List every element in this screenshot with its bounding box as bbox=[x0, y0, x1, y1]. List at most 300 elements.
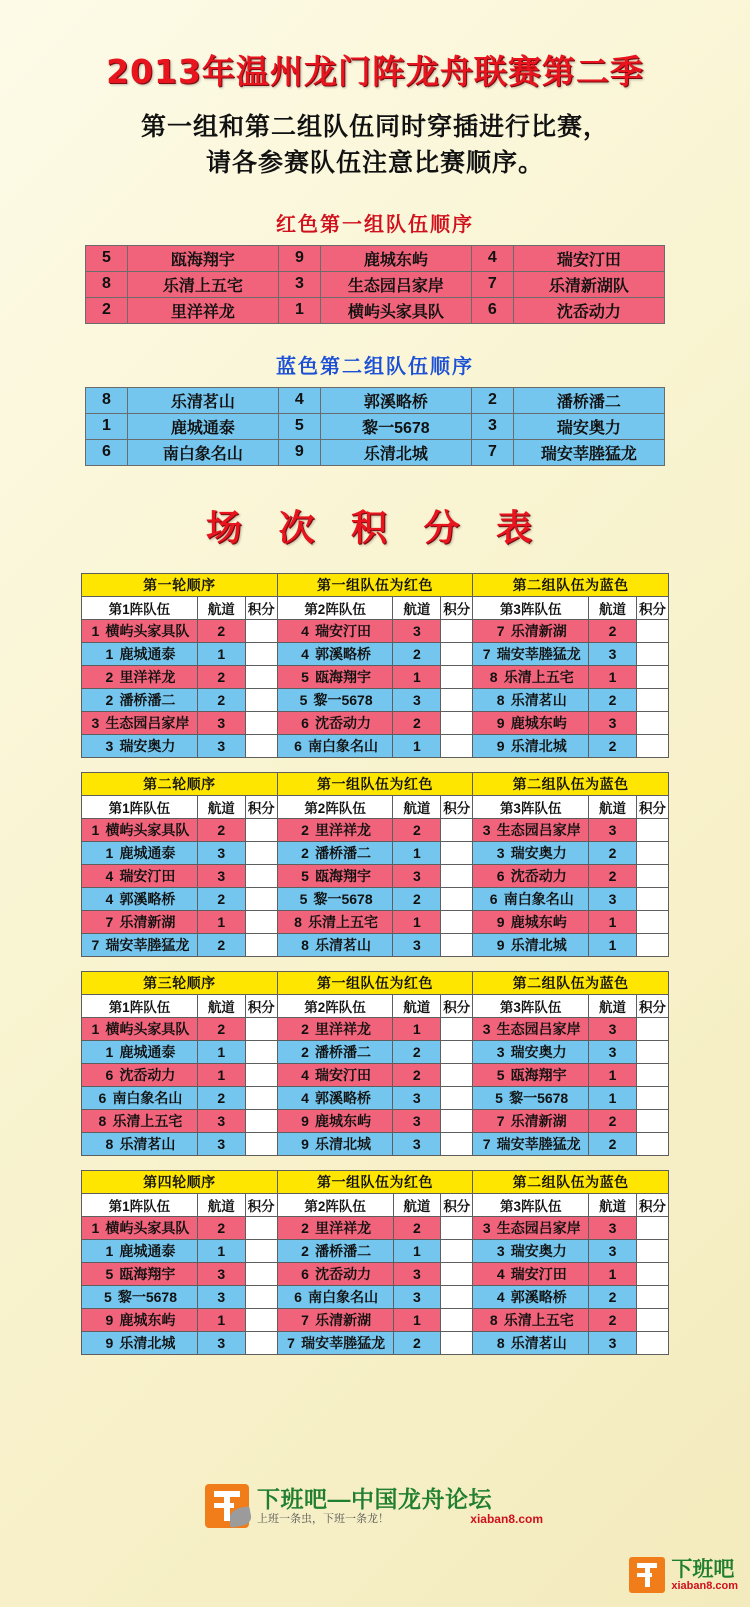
col-header-points: 积分 bbox=[636, 596, 668, 619]
seed-number: 4 bbox=[301, 622, 309, 639]
seed-number: 7 bbox=[472, 439, 514, 465]
points-cell[interactable] bbox=[441, 1040, 473, 1063]
team-name: 瑞安奥力 bbox=[510, 1043, 567, 1060]
lane-number: 3 bbox=[393, 1109, 441, 1132]
seed-number: 4 bbox=[471, 245, 513, 271]
team-name: 潘桥潘二 bbox=[119, 691, 176, 708]
team-name: 乐清茗山 bbox=[510, 691, 567, 708]
seed-number: 1 bbox=[105, 1043, 114, 1060]
seed-number: 2 bbox=[301, 1043, 309, 1060]
team-name: 乐清新湖 bbox=[510, 622, 567, 639]
seed-number: 5 bbox=[278, 413, 320, 439]
points-cell[interactable] bbox=[441, 1285, 473, 1308]
seed-number: 8 bbox=[86, 271, 128, 297]
team-name: 瓯海翔宇 bbox=[315, 867, 372, 884]
points-cell[interactable] bbox=[636, 642, 668, 665]
team-name: 乐清北城 bbox=[510, 936, 567, 953]
match-team bbox=[277, 1308, 393, 1331]
team-name: 郭溪略桥 bbox=[315, 1089, 372, 1106]
points-cell[interactable] bbox=[245, 887, 277, 910]
points-cell[interactable] bbox=[636, 1109, 668, 1132]
team-name: 乐清北城 bbox=[119, 1334, 176, 1351]
seed-number: 1 bbox=[91, 821, 100, 838]
points-cell[interactable] bbox=[636, 688, 668, 711]
points-cell[interactable] bbox=[441, 711, 473, 734]
lane-number: 2 bbox=[197, 818, 245, 841]
points-cell[interactable] bbox=[636, 933, 668, 956]
team-name: 乐清上五宅 bbox=[503, 1311, 574, 1328]
seed-number: 4 bbox=[278, 387, 320, 413]
match-team bbox=[82, 1262, 198, 1285]
points-cell[interactable] bbox=[245, 1040, 277, 1063]
match-team bbox=[82, 887, 198, 910]
points-cell[interactable] bbox=[245, 933, 277, 956]
seed-number: 3 bbox=[472, 413, 514, 439]
col-header-points: 积分 bbox=[245, 1193, 277, 1216]
col-header-points: 积分 bbox=[441, 994, 473, 1017]
col-header-points: 积分 bbox=[636, 795, 668, 818]
points-cell[interactable] bbox=[245, 1285, 277, 1308]
match-team bbox=[82, 933, 198, 956]
points-cell[interactable] bbox=[245, 841, 277, 864]
seed-number: 2 bbox=[301, 821, 309, 838]
seed-number: 7 bbox=[471, 271, 513, 297]
seed-number: 4 bbox=[496, 1265, 505, 1282]
corner-logo-icon bbox=[629, 1557, 665, 1593]
points-cell[interactable] bbox=[636, 1239, 668, 1262]
team-name: 瓯海翔宇 bbox=[510, 1066, 567, 1083]
team-name: 沈岙动力 bbox=[315, 1265, 372, 1282]
seed-number: 8 bbox=[496, 1334, 505, 1351]
points-cell[interactable] bbox=[636, 1216, 668, 1239]
col-header-team2: 第2阵队伍 bbox=[277, 795, 393, 818]
round-label: 第三轮顺序 bbox=[82, 971, 278, 994]
seed-number: 5 bbox=[86, 245, 128, 271]
team-name: 鹿城东屿 bbox=[315, 1112, 372, 1129]
points-cell[interactable] bbox=[441, 864, 473, 887]
round-block-4 bbox=[81, 1170, 669, 1355]
points-cell[interactable] bbox=[245, 910, 277, 933]
match-team bbox=[82, 734, 198, 757]
team-name: 瑞安莘塍猛龙 bbox=[105, 936, 190, 953]
seed-number: 6 bbox=[294, 737, 302, 754]
seed-number: 5 bbox=[301, 867, 309, 884]
points-cell[interactable] bbox=[636, 818, 668, 841]
lane-number: 1 bbox=[393, 1239, 441, 1262]
lane-number: 2 bbox=[197, 665, 245, 688]
table-row bbox=[82, 1017, 669, 1040]
table-row bbox=[82, 1216, 669, 1239]
seed-number: 3 bbox=[482, 1020, 491, 1037]
points-cell[interactable] bbox=[636, 1017, 668, 1040]
points-cell[interactable] bbox=[441, 734, 473, 757]
team-name: 乐清北城 bbox=[315, 1135, 372, 1152]
team-name: 鹿城东屿 bbox=[320, 245, 471, 271]
table-row bbox=[82, 841, 669, 864]
match-team bbox=[82, 1063, 198, 1086]
points-cell[interactable] bbox=[441, 642, 473, 665]
match-team bbox=[82, 841, 198, 864]
team-name: 潘桥潘二 bbox=[513, 387, 664, 413]
subtitle bbox=[0, 109, 750, 182]
round-note-group1: 第一组队伍为红色 bbox=[277, 971, 472, 994]
table-row bbox=[82, 1239, 669, 1262]
points-cell[interactable] bbox=[636, 619, 668, 642]
match-team bbox=[473, 1040, 589, 1063]
team-name: 乐清茗山 bbox=[127, 387, 278, 413]
forum-logo-name: 下班吧—中国龙舟论坛 bbox=[257, 1485, 492, 1512]
lane-number: 3 bbox=[589, 1216, 637, 1239]
lane-number: 3 bbox=[197, 734, 245, 757]
table-row bbox=[86, 245, 665, 271]
points-cell[interactable] bbox=[245, 1086, 277, 1109]
seed-number: 8 bbox=[105, 1135, 114, 1152]
points-cell[interactable] bbox=[245, 1017, 277, 1040]
points-cell[interactable] bbox=[441, 1086, 473, 1109]
match-team bbox=[473, 642, 589, 665]
points-cell[interactable] bbox=[441, 1216, 473, 1239]
table-row bbox=[86, 387, 665, 413]
match-team bbox=[473, 711, 589, 734]
points-cell[interactable] bbox=[245, 734, 277, 757]
group1-heading: 红色第一组队伍顺序 bbox=[276, 213, 474, 236]
points-cell[interactable] bbox=[636, 864, 668, 887]
col-header-lane: 航道 bbox=[589, 596, 637, 619]
match-team bbox=[82, 1017, 198, 1040]
seed-number: 6 bbox=[471, 297, 513, 323]
points-cell[interactable] bbox=[636, 734, 668, 757]
points-cell[interactable] bbox=[636, 1063, 668, 1086]
points-cell[interactable] bbox=[441, 887, 473, 910]
points-cell[interactable] bbox=[636, 1308, 668, 1331]
seed-number: 9 bbox=[496, 714, 505, 731]
points-cell[interactable] bbox=[245, 1132, 277, 1155]
round-note-group2: 第二组队伍为蓝色 bbox=[473, 573, 669, 596]
match-team bbox=[473, 619, 589, 642]
round-banner bbox=[82, 772, 669, 795]
points-cell[interactable] bbox=[245, 1063, 277, 1086]
lane-number: 2 bbox=[197, 619, 245, 642]
points-cell[interactable] bbox=[636, 1262, 668, 1285]
table-row bbox=[82, 864, 669, 887]
team-name: 乐清新湖 bbox=[315, 1311, 372, 1328]
points-cell[interactable] bbox=[245, 864, 277, 887]
points-cell[interactable] bbox=[245, 1262, 277, 1285]
points-cell[interactable] bbox=[441, 1239, 473, 1262]
seed-number: 1 bbox=[278, 297, 320, 323]
match-team bbox=[82, 1239, 198, 1262]
seed-number: 1 bbox=[91, 1219, 100, 1236]
team-name: 瑞安汀田 bbox=[315, 622, 372, 639]
table-row bbox=[82, 1109, 669, 1132]
team-name: 南白象名山 bbox=[308, 1288, 379, 1305]
team-name: 乐清北城 bbox=[320, 439, 471, 465]
points-cell[interactable] bbox=[245, 1239, 277, 1262]
match-team bbox=[277, 1017, 393, 1040]
col-header-lane: 航道 bbox=[197, 596, 245, 619]
seed-number: 6 bbox=[294, 1288, 302, 1305]
round-table bbox=[81, 573, 669, 758]
points-cell[interactable] bbox=[636, 1285, 668, 1308]
match-team bbox=[277, 910, 393, 933]
lane-number: 2 bbox=[393, 1331, 441, 1354]
lane-number: 1 bbox=[197, 1308, 245, 1331]
points-cell[interactable] bbox=[636, 1132, 668, 1155]
points-cell[interactable] bbox=[441, 619, 473, 642]
lane-number: 1 bbox=[197, 1040, 245, 1063]
table-row bbox=[82, 887, 669, 910]
round-table bbox=[81, 971, 669, 1156]
team-name: 生态园吕家岸 bbox=[105, 714, 190, 731]
round-block-1 bbox=[81, 573, 669, 758]
lane-number: 1 bbox=[589, 1086, 637, 1109]
lane-number: 1 bbox=[197, 1063, 245, 1086]
rounds-container bbox=[0, 573, 750, 1355]
col-header-points: 积分 bbox=[636, 994, 668, 1017]
match-team bbox=[82, 910, 198, 933]
lane-number: 2 bbox=[589, 688, 637, 711]
points-cell[interactable] bbox=[441, 1262, 473, 1285]
lane-number: 2 bbox=[393, 642, 441, 665]
lane-number: 1 bbox=[589, 1262, 637, 1285]
match-team bbox=[277, 1216, 393, 1239]
team-name: 里洋祥龙 bbox=[315, 821, 372, 838]
seed-number: 5 bbox=[301, 668, 309, 685]
team-name: 潘桥潘二 bbox=[315, 844, 372, 861]
team-name: 黎一5678 bbox=[320, 413, 471, 439]
seed-number: 2 bbox=[472, 387, 514, 413]
points-cell[interactable] bbox=[441, 1132, 473, 1155]
points-cell[interactable] bbox=[636, 1086, 668, 1109]
team-name: 南白象名山 bbox=[127, 439, 278, 465]
team-name: 南白象名山 bbox=[308, 737, 379, 754]
team-name: 乐清新湖 bbox=[510, 1112, 567, 1129]
lane-number: 1 bbox=[393, 841, 441, 864]
seed-number: 9 bbox=[278, 245, 320, 271]
seed-number: 3 bbox=[496, 844, 505, 861]
match-team bbox=[277, 711, 393, 734]
col-header-points: 积分 bbox=[441, 1193, 473, 1216]
lane-number: 3 bbox=[197, 841, 245, 864]
forum-site: xiaban8.com bbox=[470, 1511, 543, 1526]
lane-number: 2 bbox=[197, 1216, 245, 1239]
points-cell[interactable] bbox=[441, 910, 473, 933]
points-cell[interactable] bbox=[245, 1308, 277, 1331]
team-name: 生态园吕家岸 bbox=[496, 1020, 581, 1037]
match-team bbox=[473, 887, 589, 910]
team-name: 瓯海翔宇 bbox=[119, 1265, 176, 1282]
points-cell[interactable] bbox=[245, 1109, 277, 1132]
round-note-group2: 第二组队伍为蓝色 bbox=[473, 1170, 669, 1193]
match-team bbox=[277, 1109, 393, 1132]
team-name: 沈岙动力 bbox=[513, 297, 664, 323]
team-name: 郭溪略桥 bbox=[315, 645, 372, 662]
col-header-team2: 第2阵队伍 bbox=[277, 994, 393, 1017]
points-cell[interactable] bbox=[441, 665, 473, 688]
team-name: 鹿城东屿 bbox=[510, 714, 567, 731]
seed-number: 1 bbox=[105, 1242, 114, 1259]
lane-number: 1 bbox=[589, 665, 637, 688]
team-name: 鹿城通泰 bbox=[119, 1242, 176, 1259]
points-cell[interactable] bbox=[441, 818, 473, 841]
points-cell[interactable] bbox=[245, 642, 277, 665]
seed-number: 9 bbox=[496, 936, 505, 953]
seed-number: 3 bbox=[105, 737, 114, 754]
points-cell[interactable] bbox=[636, 841, 668, 864]
round-block-3 bbox=[81, 971, 669, 1156]
points-cell[interactable] bbox=[245, 1331, 277, 1354]
seed-number: 6 bbox=[105, 1066, 114, 1083]
lane-number: 1 bbox=[393, 665, 441, 688]
team-name: 里洋祥龙 bbox=[315, 1219, 372, 1236]
lane-number: 2 bbox=[393, 711, 441, 734]
lane-number: 3 bbox=[393, 688, 441, 711]
table-row bbox=[82, 711, 669, 734]
points-cell[interactable] bbox=[245, 818, 277, 841]
team-name: 瑞安莘塍猛龙 bbox=[496, 645, 581, 662]
lane-number: 1 bbox=[197, 642, 245, 665]
team-name: 沈岙动力 bbox=[119, 1066, 176, 1083]
team-name: 生态园吕家岸 bbox=[320, 271, 471, 297]
forum-logo-icon bbox=[205, 1484, 249, 1528]
seed-number: 9 bbox=[301, 1112, 309, 1129]
lane-number: 3 bbox=[393, 1262, 441, 1285]
col-header-points: 积分 bbox=[441, 596, 473, 619]
points-cell[interactable] bbox=[636, 1040, 668, 1063]
points-cell[interactable] bbox=[245, 665, 277, 688]
seed-number: 4 bbox=[301, 1066, 309, 1083]
seed-number: 5 bbox=[105, 1265, 114, 1282]
points-cell[interactable] bbox=[441, 933, 473, 956]
col-header-team2: 第2阵队伍 bbox=[277, 596, 393, 619]
seed-number: 7 bbox=[482, 645, 491, 662]
table-row bbox=[82, 1285, 669, 1308]
points-cell[interactable] bbox=[636, 711, 668, 734]
match-team bbox=[82, 642, 198, 665]
lane-number: 3 bbox=[393, 933, 441, 956]
round-table bbox=[81, 1170, 669, 1355]
table-row bbox=[82, 1132, 669, 1155]
col-header-team3: 第3阵队伍 bbox=[473, 596, 589, 619]
seed-number: 7 bbox=[105, 913, 114, 930]
forum-slogan: 上班一条虫，下班一条龙！ bbox=[257, 1512, 389, 1525]
team-name: 瑞安奥力 bbox=[119, 737, 176, 754]
lane-number: 3 bbox=[393, 1132, 441, 1155]
group2-heading: 蓝色第二组队伍顺序 bbox=[276, 355, 474, 378]
match-team bbox=[277, 1262, 393, 1285]
points-cell[interactable] bbox=[245, 1216, 277, 1239]
seed-number: 4 bbox=[301, 645, 309, 662]
points-cell[interactable] bbox=[441, 1017, 473, 1040]
match-team bbox=[473, 1262, 589, 1285]
points-cell[interactable] bbox=[441, 841, 473, 864]
forum-logo bbox=[205, 1478, 545, 1534]
points-cell[interactable] bbox=[441, 1308, 473, 1331]
lane-number: 2 bbox=[589, 841, 637, 864]
lane-number: 2 bbox=[197, 1086, 245, 1109]
points-cell[interactable] bbox=[245, 688, 277, 711]
lane-number: 3 bbox=[197, 1331, 245, 1354]
seed-number: 6 bbox=[489, 890, 498, 907]
lane-number: 2 bbox=[589, 864, 637, 887]
match-team bbox=[82, 1285, 198, 1308]
points-cell[interactable] bbox=[636, 887, 668, 910]
seed-number: 3 bbox=[496, 1242, 505, 1259]
points-cell[interactable] bbox=[636, 665, 668, 688]
round-banner bbox=[82, 971, 669, 994]
round-column-headers bbox=[82, 795, 669, 818]
match-team bbox=[277, 1285, 393, 1308]
seed-number: 7 bbox=[496, 622, 505, 639]
lane-number: 3 bbox=[393, 1086, 441, 1109]
team-name: 黎一5678 bbox=[313, 890, 373, 907]
table-row bbox=[82, 1086, 669, 1109]
match-team bbox=[82, 665, 198, 688]
seed-number: 2 bbox=[301, 1020, 309, 1037]
lane-number: 3 bbox=[197, 1132, 245, 1155]
points-cell[interactable] bbox=[441, 1331, 473, 1354]
lane-number: 1 bbox=[393, 734, 441, 757]
points-cell[interactable] bbox=[245, 619, 277, 642]
match-team bbox=[473, 1086, 589, 1109]
points-cell[interactable] bbox=[441, 1063, 473, 1086]
team-name: 沈岙动力 bbox=[510, 867, 567, 884]
match-team bbox=[82, 818, 198, 841]
points-cell[interactable] bbox=[441, 1109, 473, 1132]
match-team bbox=[277, 887, 393, 910]
seed-number: 2 bbox=[86, 297, 128, 323]
seed-number: 9 bbox=[496, 913, 505, 930]
seed-number: 2 bbox=[105, 691, 114, 708]
col-header-lane: 航道 bbox=[197, 795, 245, 818]
team-name: 乐清新湖 bbox=[119, 913, 176, 930]
match-team bbox=[473, 734, 589, 757]
team-name: 生态园吕家岸 bbox=[496, 1219, 581, 1236]
lane-number: 1 bbox=[393, 910, 441, 933]
team-name: 乐清茗山 bbox=[510, 1334, 567, 1351]
points-cell[interactable] bbox=[245, 711, 277, 734]
round-label: 第四轮顺序 bbox=[82, 1170, 278, 1193]
points-cell[interactable] bbox=[441, 688, 473, 711]
seed-number: 2 bbox=[105, 668, 114, 685]
team-name: 乐清上五宅 bbox=[308, 913, 379, 930]
team-name: 乐清上五宅 bbox=[112, 1112, 183, 1129]
team-name: 鹿城东屿 bbox=[510, 913, 567, 930]
match-team bbox=[473, 1308, 589, 1331]
team-name: 乐清上五宅 bbox=[503, 668, 574, 685]
round-note-group1: 第一组队伍为红色 bbox=[277, 772, 473, 795]
table-row bbox=[86, 439, 665, 465]
match-team bbox=[473, 1063, 589, 1086]
table-row bbox=[82, 734, 669, 757]
match-team bbox=[82, 688, 198, 711]
lane-number: 1 bbox=[197, 1239, 245, 1262]
table-row bbox=[86, 297, 665, 323]
table-row bbox=[82, 688, 669, 711]
seed-number: 4 bbox=[105, 890, 114, 907]
col-header-lane: 航道 bbox=[393, 596, 441, 619]
team-name: 鹿城通泰 bbox=[127, 413, 278, 439]
seed-number: 6 bbox=[496, 867, 505, 884]
points-cell[interactable] bbox=[636, 1331, 668, 1354]
lane-number: 3 bbox=[589, 1331, 637, 1354]
seed-number: 5 bbox=[495, 1089, 503, 1106]
lane-number: 2 bbox=[589, 1109, 637, 1132]
match-team bbox=[473, 1132, 589, 1155]
match-team bbox=[277, 619, 393, 642]
points-cell[interactable] bbox=[636, 910, 668, 933]
round-block-2 bbox=[81, 772, 669, 957]
